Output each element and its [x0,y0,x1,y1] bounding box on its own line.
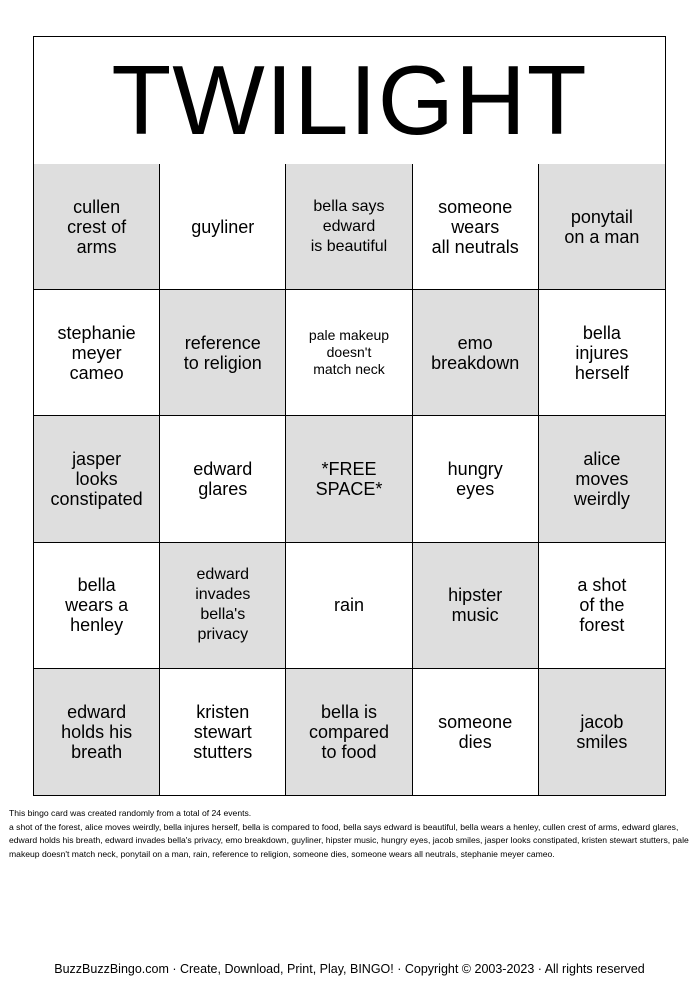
bingo-cell: rain [286,543,412,669]
info-summary: This bingo card was created randomly from a total of 24 events. [9,808,252,818]
bingo-cell: bella is compared to food [286,669,412,795]
bingo-card [33,36,666,796]
card-info [9,807,691,861]
bingo-cell: someone wears all neutrals [413,164,539,290]
bingo-cell: emo breakdown [413,290,539,416]
bingo-cell: *FREE SPACE* [286,416,412,542]
bingo-cell: pale makeup doesn't match neck [286,290,412,416]
bingo-cell: someone dies [413,669,539,795]
bingo-cell: hungry eyes [413,416,539,542]
bingo-cell: ponytail on a man [539,164,665,290]
bingo-cell: jacob smiles [539,669,665,795]
bingo-cell: edward holds his breath [34,669,160,795]
bingo-cell: edward invades bella's privacy [160,543,286,669]
bingo-cell: guyliner [160,164,286,290]
bingo-cell: kristen stewart stutters [160,669,286,795]
bingo-grid [34,164,665,795]
bingo-cell: reference to religion [160,290,286,416]
page-footer: BuzzBuzzBingo.com · Create, Download, Print, Play, BINGO! · Copyright © 2003-2023 · All rights reserved [54,962,645,976]
bingo-cell: stephanie meyer cameo [34,290,160,416]
bingo-cell: cullen crest of arms [34,164,160,290]
bingo-cell: a shot of the forest [539,543,665,669]
bingo-cell: bella wears a henley [34,543,160,669]
bingo-cell: hipster music [413,543,539,669]
info-event-list: a shot of the forest, alice moves weirdly, bella injures herself, bella is compared to food, bella says edward is beautiful, bella wears a henley, cullen crest of arms, edward glares, edward holds his breath, edward invades bella's privacy, emo breakdown, guyliner, hipster music, hungry eyes, jacob smiles, jasper looks constipated, kristen stewart stutters, pale makeup doesn't match neck, ponytail on a man, rain, reference to religion, someone dies, someone wears all neutrals, stephanie meyer cameo. [9,821,689,859]
bingo-cell: alice moves weirdly [539,416,665,542]
bingo-cell: bella injures herself [539,290,665,416]
card-title: TWILIGHT [34,37,665,165]
bingo-cell: bella says edward is beautiful [286,164,412,290]
bingo-cell: jasper looks constipated [34,416,160,542]
bingo-cell: edward glares [160,416,286,542]
